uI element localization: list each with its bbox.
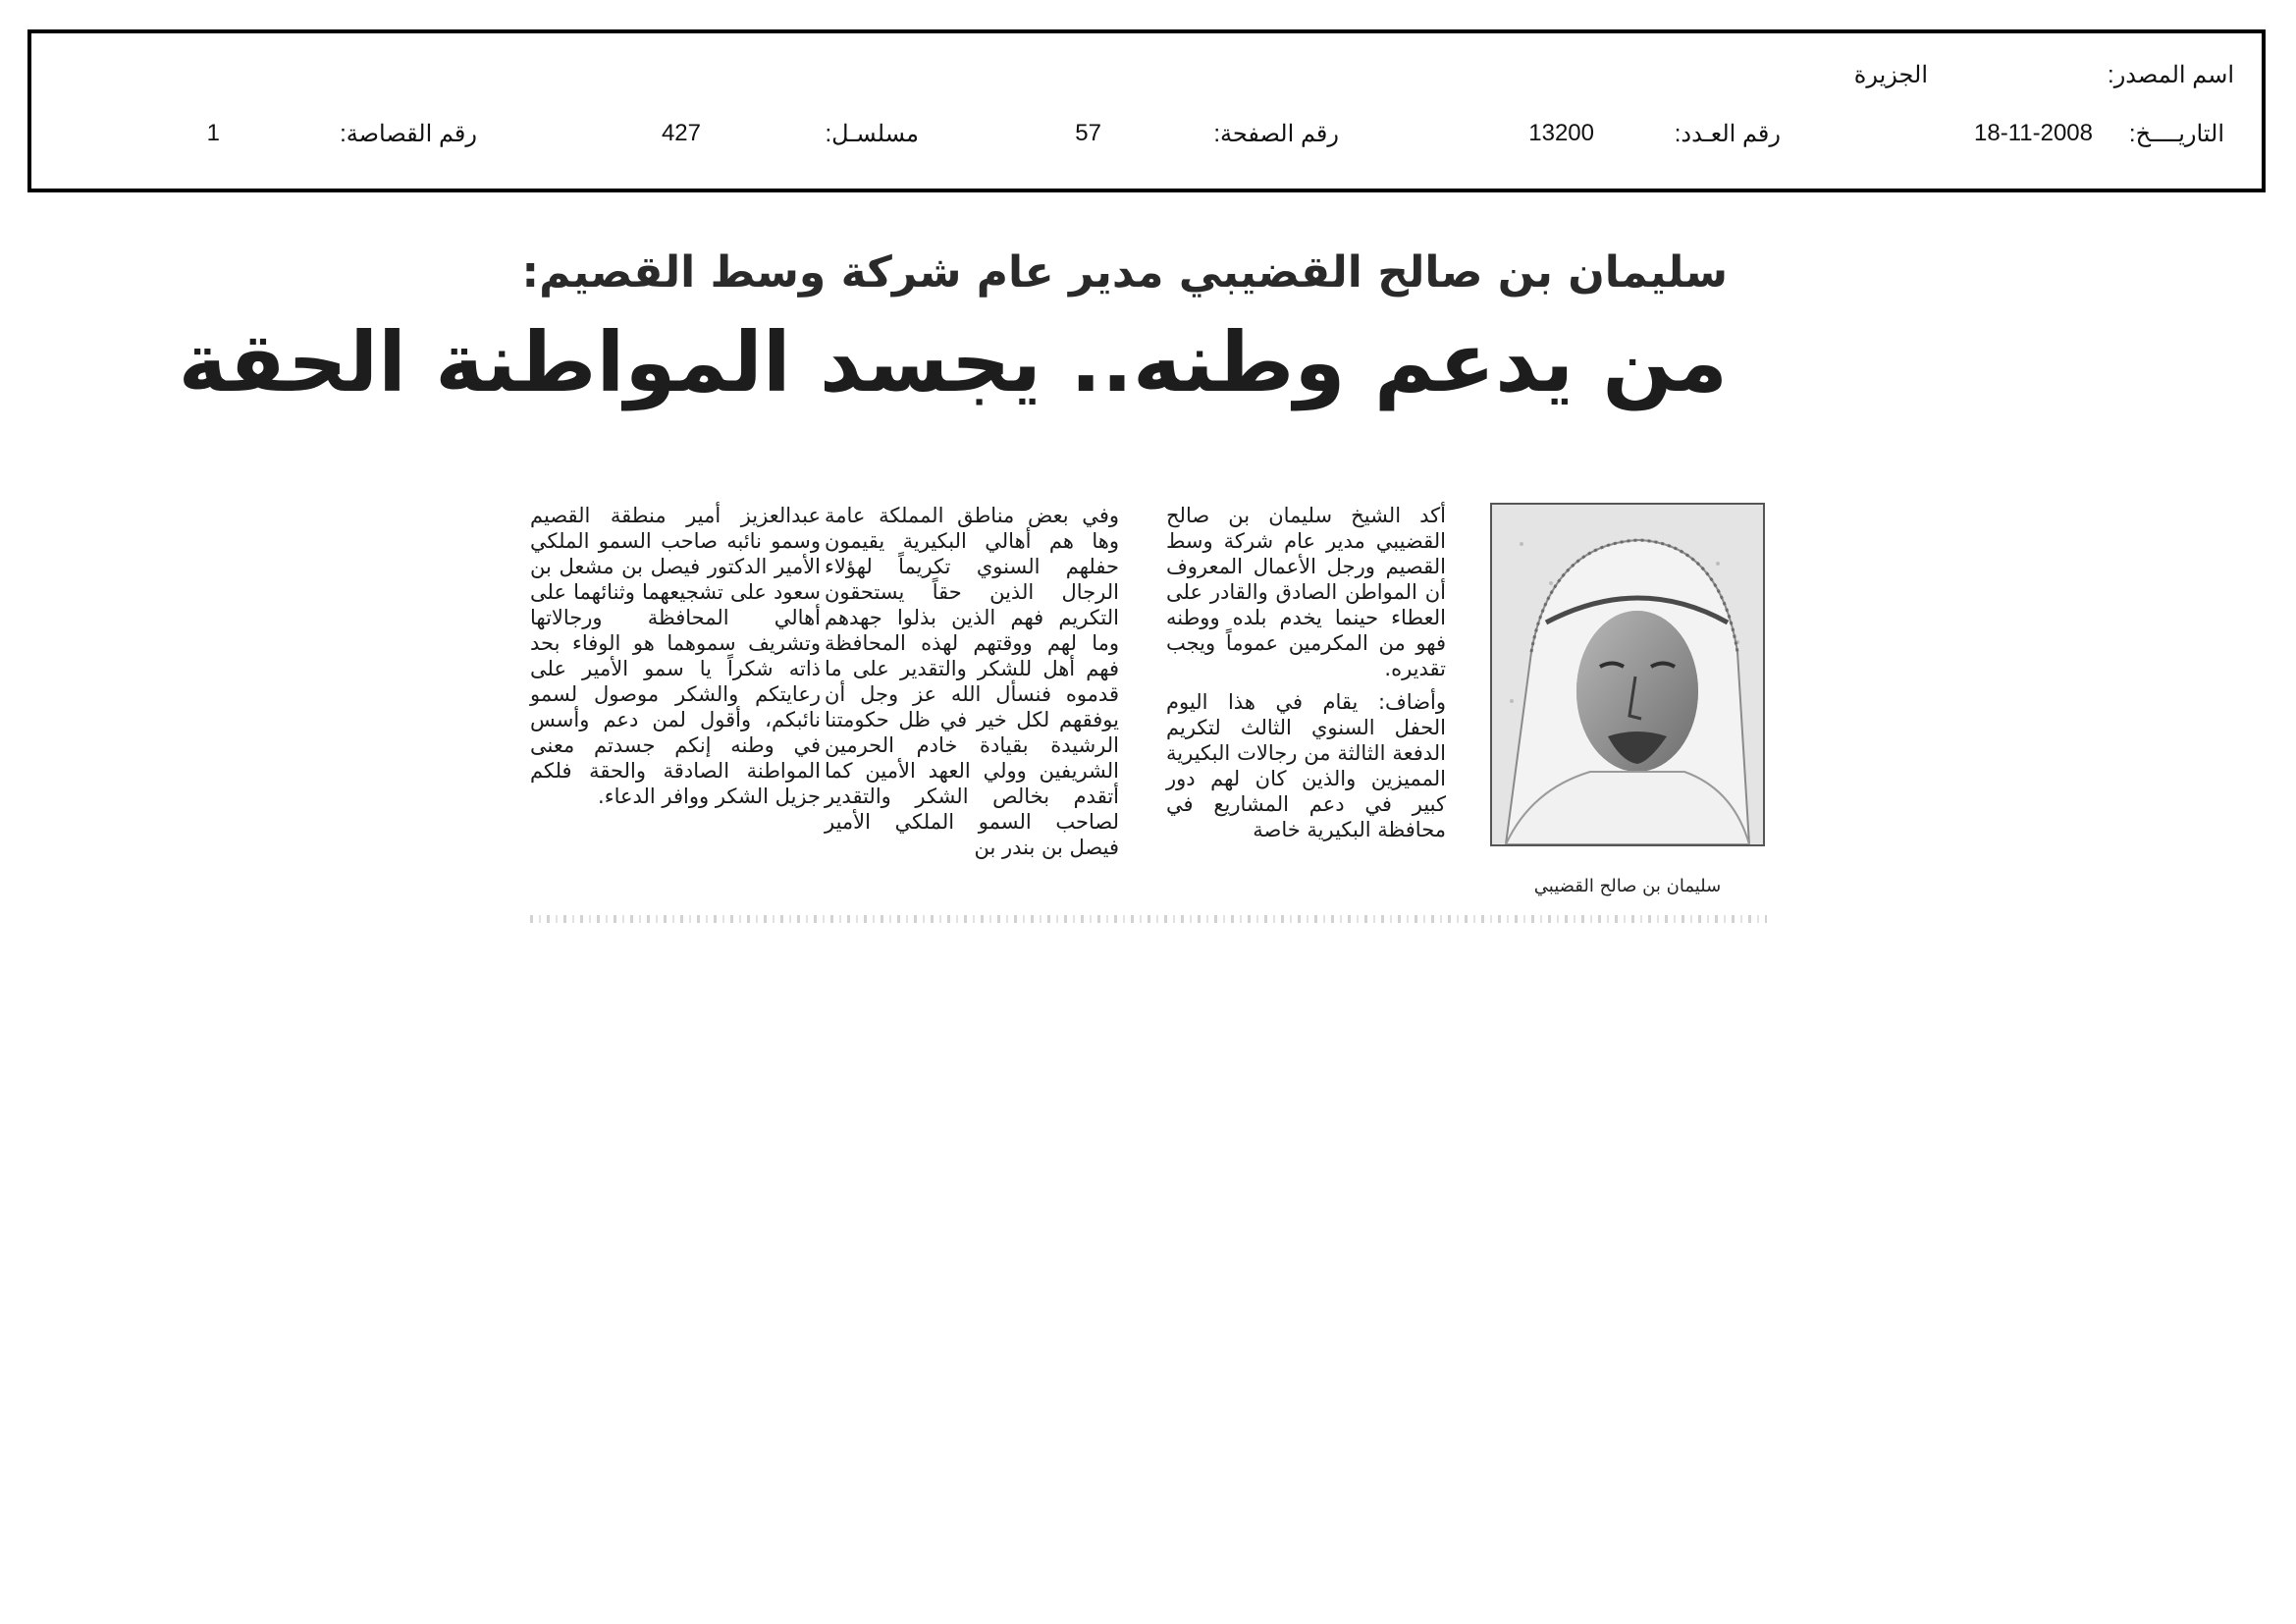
column-3-paragraph-1: عبدالعزيز أمير منطقة القصيم وسمو نائبه صاحب السمو الملكي الأمير الدكتور فيصل بن مشعل بن سعود على تشجيعهما وثنائهما على أهالي المحافظة ورجالاتها وتشريف سموهما هو الوفاء بحد ذاته شكراً يا سمو الأمير على رعايتكم والشكر موصول لسمو نائبكم، وأقول لمن دعم وأسس في وطنه إنكم جسدتم معنى المواطنة الصادقة والحقة فلكم جزيل الشكر ووافر الدعاء. [530, 504, 821, 808]
article-column-3 [530, 503, 821, 809]
clip-number-value: 1 [206, 120, 220, 146]
clip-number-label: رقم القصاصة: [340, 121, 477, 147]
column-1-paragraph-2: وأضاف: يقام في هذا اليوم الحفل السنوي الثالث لتكريم الدفعة الثالثة من رجالات البكيرية المميزين والذين كان لهم دور كبير في دعم المشاريع في محافظة البكيرية خاصة [1166, 690, 1446, 841]
column-1-paragraph-1: أكد الشيخ سليمان بن صالح القضيبي مدير عام شركة وسط القصيم ورجل الأعمال المعروف أن المواطن الصادق والقادر على العطاء حينما يخدم بلده ووطنه فهو من المكرمين عموماً ويجب تقديره. [1166, 504, 1446, 680]
page-number-label: رقم الصفحة: [1213, 121, 1339, 147]
date-value: 18-11-2008 [1974, 120, 2093, 146]
issue-number-label: رقم العـدد: [1674, 121, 1781, 147]
source-label: اسم المصدر: [2108, 62, 2234, 88]
photo-caption: سليمان بن صالح القضيبي [1533, 876, 1722, 896]
column-2-paragraph-1: وفي بعض مناطق المملكة عامة وها هم أهالي البكيرية يقيمون حفلهم السنوي تكريماً لهؤلاء الرجال الذين حقاً يستحقون التكريم فهم الذين بذلوا جهدهم وما لهم ووقتهم لهذه المحافظة فهم أهل للشكر والتقدير على ما قدموه فنسأل الله عز وجل أن يوفقهم لكل خير في ظل حكومتنا الرشيدة بقيادة خادم الحرمين الشريفين وولي العهد الأمين كما أتقدم بخالص الشكر والتقدير لصاحب السمو الملكي الأمير فيصل بن بندر بن [825, 504, 1119, 859]
clipping-info-box [27, 29, 2266, 192]
issue-number-value: 13200 [1528, 120, 1594, 146]
newspaper-clipping [178, 236, 1787, 943]
page-number-value: 57 [1075, 120, 1101, 146]
article-column-1 [1166, 503, 1446, 842]
serial-label: مسلسـل: [825, 121, 919, 147]
article-headline: من يدعم وطنه.. يجسد المواطنة الحقة [178, 314, 1728, 410]
portrait-photo [1490, 503, 1765, 846]
article-kicker: سليمان بن صالح القضيبي مدير عام شركة وسط القصيم: [521, 247, 1728, 298]
source-value: الجزيرة [1853, 62, 1928, 88]
date-label: التاريــــخ: [2128, 121, 2224, 147]
serial-value: 427 [661, 120, 701, 146]
article-column-2 [825, 503, 1119, 860]
scan-noise-divider [530, 915, 1767, 923]
portrait-illustration [1492, 505, 1763, 844]
